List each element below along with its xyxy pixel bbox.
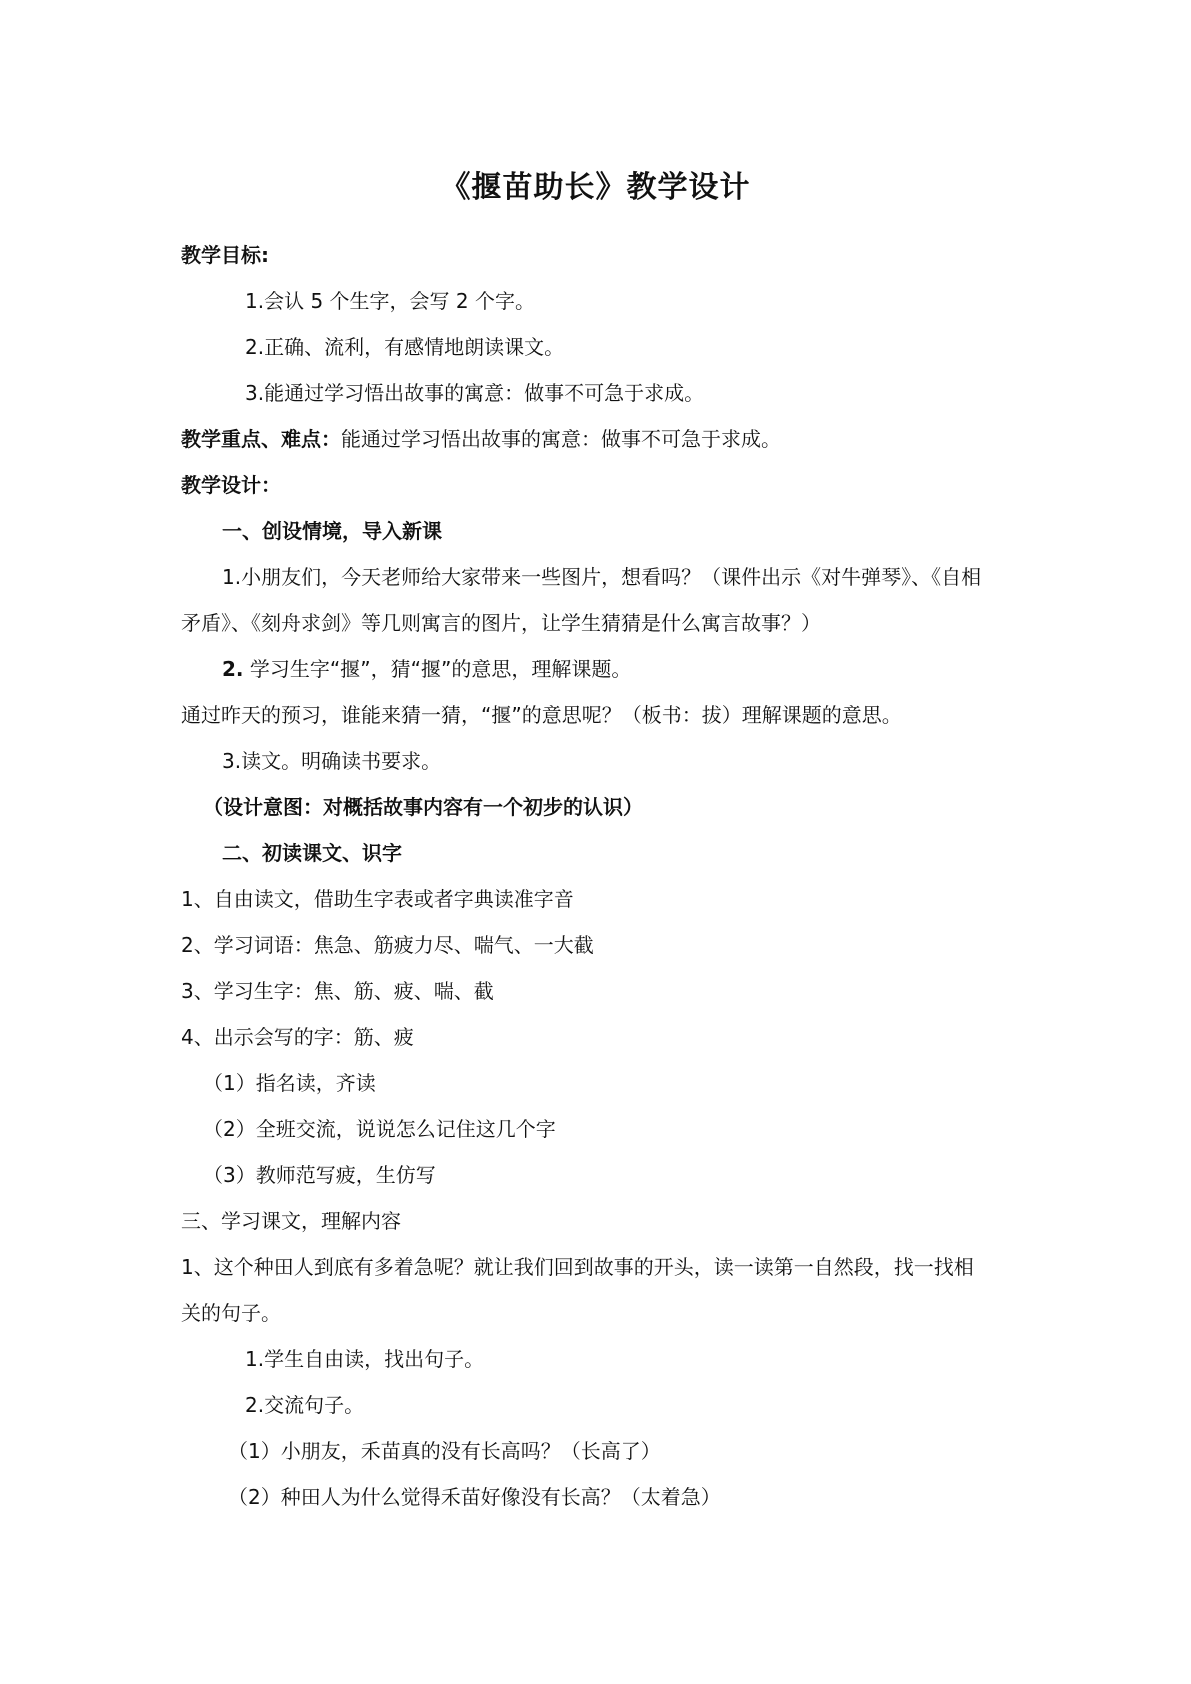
paragraph-line [222, 655, 631, 683]
list-subitem: （3）教师范写疲，生仿写 [203, 1163, 436, 1187]
key-points-text: 能通过学习悟出故事的寓意：做事不可急于求成。 [341, 427, 781, 451]
item-text: 学习生字“揠”，猜“揠”的意思，理解课题。 [243, 657, 632, 681]
section-2-heading: 二、初读课文、识字 [222, 841, 402, 865]
paragraph-line: 矛盾》、《刻舟求剑》等几则寓言的图片，让学生猜猜是什么寓言故事？） [181, 611, 821, 635]
list-item: 2、学习词语：焦急、筋疲力尽、喘气、一大截 [181, 933, 594, 957]
document-title: 《揠苗助长》教学设计 [440, 170, 751, 205]
key-points-label: 教学重点、难点： [181, 427, 341, 451]
paragraph-line: 1、这个种田人到底有多着急呢？就让我们回到故事的开头，读一读第一自然段，找一找相 [181, 1255, 974, 1279]
design-intent-note: （设计意图：对概括故事内容有一个初步的认识） [203, 795, 643, 819]
list-subitem: （2）种田人为什么觉得禾苗好像没有长高？（太着急） [228, 1485, 721, 1509]
objective-line-2: 2.正确、流利，有感情地朗读课文。 [245, 335, 565, 359]
paragraph-line: 1.小朋友们，今天老师给大家带来一些图片，想看吗？（课件出示《对牛弹琴》、《自相 [222, 565, 982, 589]
paragraph-line: 3.读文。明确读书要求。 [222, 749, 442, 773]
list-item: 1、自由读文，借助生字表或者字典读准字音 [181, 887, 574, 911]
heading-objectives: 教学目标: [181, 243, 269, 267]
list-subitem: （1）指名读，齐读 [203, 1071, 376, 1095]
item-number: 2. [222, 657, 244, 681]
key-points-line [181, 425, 781, 453]
heading-design: 教学设计： [181, 473, 281, 497]
paragraph-line: 通过昨天的预习，谁能来猜一猜，“揠”的意思呢？（板书：拔）理解课题的意思。 [181, 703, 902, 727]
list-subitem: （1）小朋友，禾苗真的没有长高吗？（长高了） [228, 1439, 661, 1463]
list-subitem: （2）全班交流，说说怎么记住这几个字 [203, 1117, 556, 1141]
objective-line-3: 3.能通过学习悟出故事的寓意：做事不可急于求成。 [245, 381, 705, 405]
section-3-heading: 三、学习课文，理解内容 [181, 1209, 401, 1233]
section-1-heading: 一、创设情境，导入新课 [222, 519, 442, 543]
paragraph-line: 关的句子。 [181, 1301, 281, 1325]
objective-line-1: 1.会认 5 个生字，会写 2 个字。 [245, 289, 535, 313]
list-item: 4、出示会写的字：筋、疲 [181, 1025, 414, 1049]
list-item: 1.学生自由读，找出句子。 [245, 1347, 485, 1371]
list-item: 3、学习生字：焦、筋、疲、喘、截 [181, 979, 494, 1003]
list-item: 2.交流句子。 [245, 1393, 365, 1417]
